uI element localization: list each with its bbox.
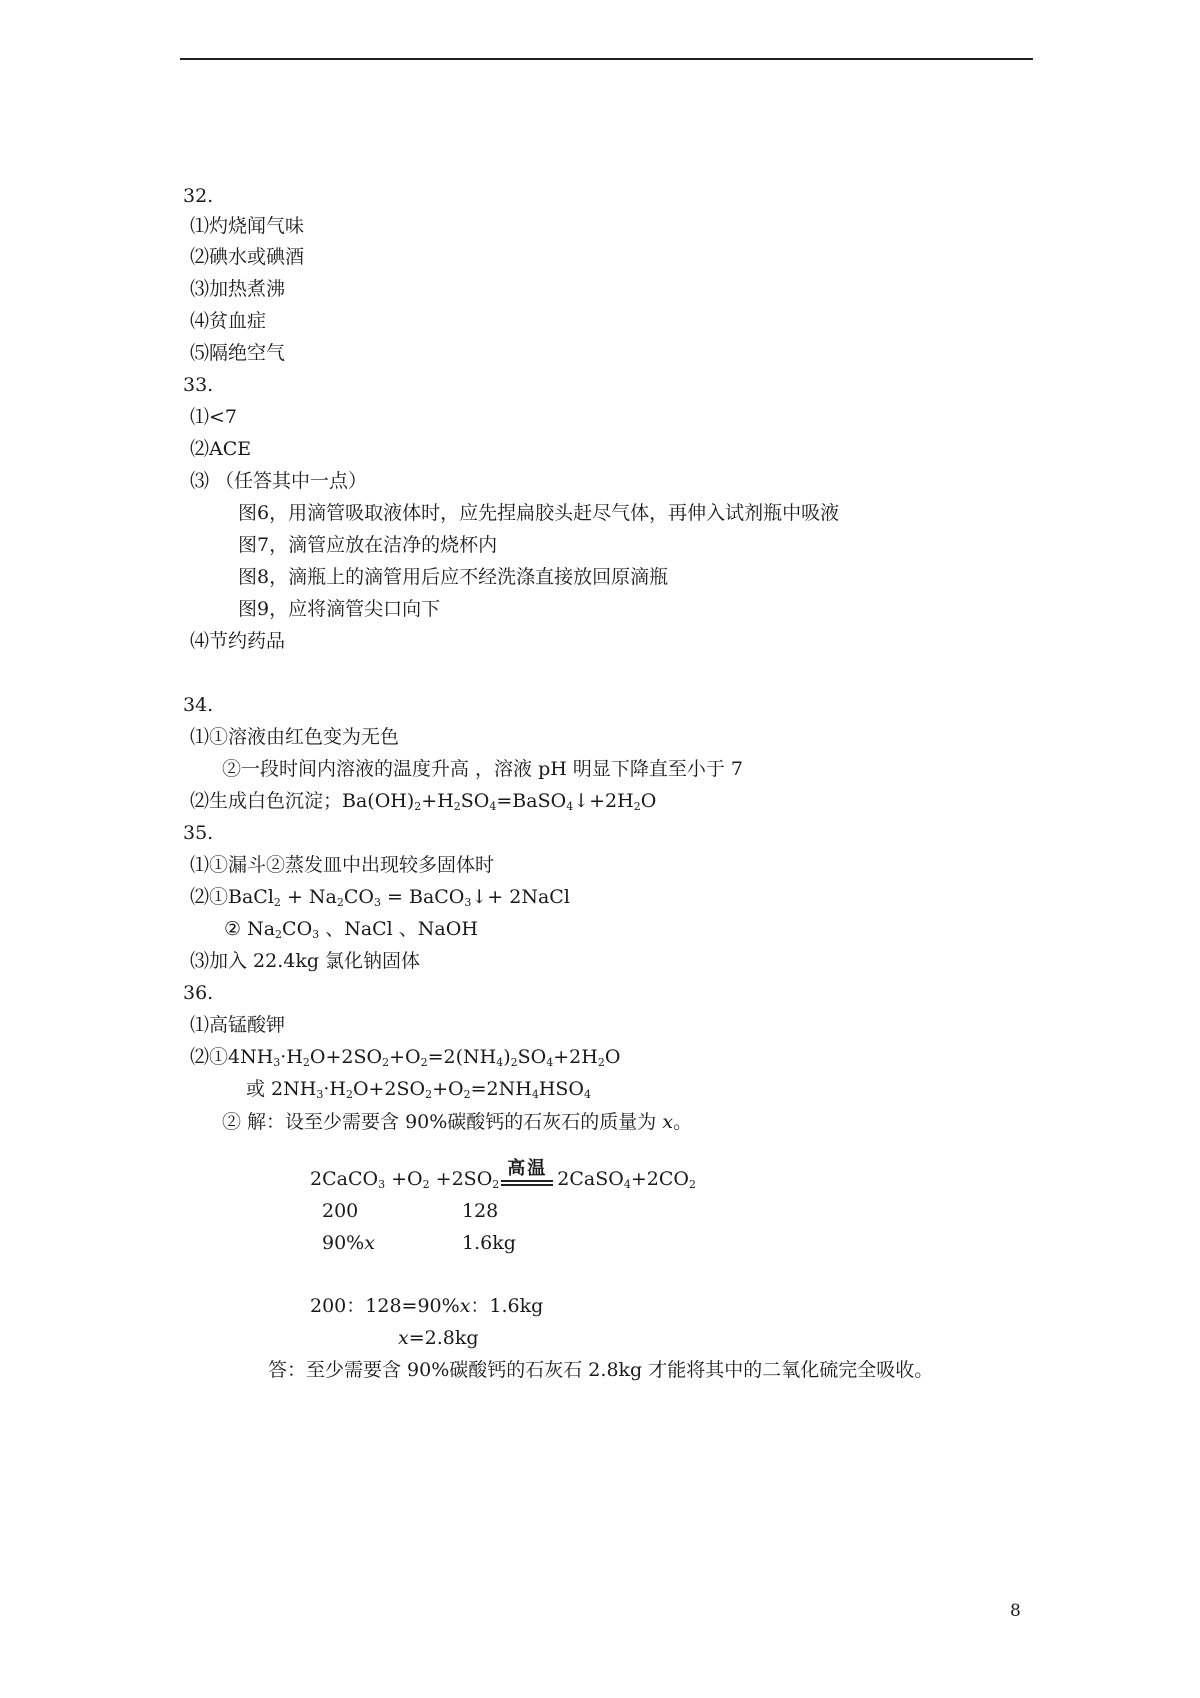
q34-answer-2 (190, 789, 656, 813)
reaction-condition: 高温 (501, 1168, 553, 1188)
q32-answer-4: ⑷贫血症 (190, 310, 267, 332)
question-35-number: 35. (183, 822, 214, 844)
header-rule (180, 58, 1033, 60)
q32-answer-2: ⑵碘水或碘酒 (190, 246, 305, 268)
mass-so2: 128 (462, 1200, 499, 1222)
page-number: 8 (1010, 1601, 1021, 1621)
q36-answer-1: ⑴高锰酸钾 (190, 1014, 286, 1036)
q36-reaction-equation: 2CaCO$_3$ $+O_2 +2SO_2$ 高温 $2CaSO_4+2CO_2$ (310, 1158, 696, 1191)
q32-answer-3: ⑶加热煮沸 (190, 278, 286, 300)
q33-figure-8-note: 图8，滴瓶上的滴管用后应不经洗涤直接放回原滴瓶 (238, 566, 669, 588)
q34-answer-1: ⑴①溶液由红色变为无色 (190, 726, 400, 748)
unknown-mass: 90%x (322, 1232, 375, 1254)
q36-equation-1: $⑵①4NH_3\cdot H_2O+2SO_2+O_2=2(NH_4)_2SO_4+2H_2O$ (190, 1046, 621, 1069)
q34-equation: $Ba(OH)_2+H_2SO_4=BaSO_4↓+2H_2O$ (342, 790, 657, 813)
proportion: 200：128=90%x：1.6kg (310, 1295, 544, 1317)
variable-x: x (662, 1111, 674, 1133)
q35-answer-3: ⑶加入 22.4kg 氯化钠固体 (190, 950, 421, 972)
final-answer: 答：至少需要含 90%碳酸钙的石灰石 2.8kg 才能将其中的二氧化硫完全吸收。 (268, 1359, 934, 1381)
q34-answer-1b: ②一段时间内溶液的温度升高 ，溶液 pH 明显下降直至小于 7 (222, 758, 743, 780)
question-34-number: 34. (183, 694, 214, 716)
q34-answer-2-label: ⑵生成白色沉淀； (190, 790, 343, 812)
q33-answer-2: ⑵ACE (190, 438, 252, 460)
q35-answer-2b: ② $Na_2CO_3$ 、NaCl 、NaOH (224, 918, 478, 941)
question-32-number: 32. (183, 185, 214, 207)
q36-solution-intro: ② 解：设至少需要含 90%碳酸钙的石灰石的质量为 x。 (222, 1111, 693, 1133)
question-33-number: 33. (183, 374, 214, 396)
q32-answer-1: ⑴灼烧闻气味 (190, 215, 305, 237)
q33-figure-6-note: 图6，用滴管吸取液体时，应先捏扁胶头赶尽气体，再伸入试剂瓶中吸液 (238, 502, 840, 524)
q36-equation-2: 或 $2NH_3\cdot H_2O+2SO_2+O_2=2NH_4HSO_4$ (246, 1078, 591, 1101)
mass-caco3: 200 (322, 1200, 359, 1222)
q33-answer-1: ⑴<7 (190, 406, 238, 428)
q32-answer-5: ⑸隔绝空气 (190, 342, 286, 364)
question-36-number: 36. (183, 982, 214, 1004)
result: x=2.8kg (398, 1327, 479, 1349)
q33-figure-7-note: 图7，滴管应放在洁净的烧杯内 (238, 534, 498, 556)
q35-equation: ⑵①BaCl$_2$ + $Na_2CO_3$ = BaCO$_3$↓+ 2NaCl (190, 886, 570, 909)
q33-figure-9-note: 图9，应将滴管尖口向下 (238, 598, 441, 620)
given-mass: 1.6kg (462, 1232, 516, 1254)
q33-answer-4: ⑷节约药品 (190, 630, 286, 652)
q33-answer-3: ⑶ （任答其中一点） (190, 470, 368, 492)
q35-answer-1: ⑴①漏斗②蒸发皿中出现较多固体时 (190, 854, 495, 876)
